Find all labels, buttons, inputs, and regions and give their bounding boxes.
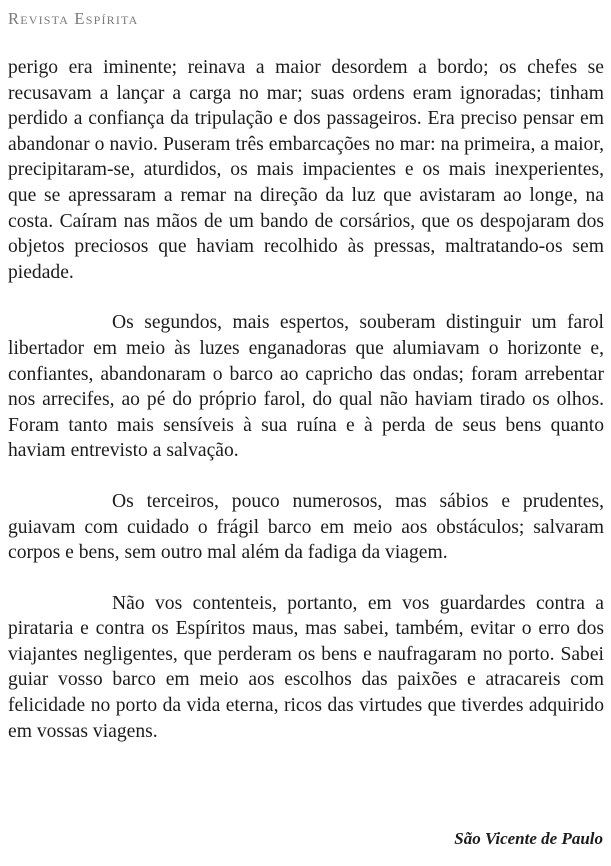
page-body	[8, 55, 604, 769]
paragraph-terceiros: Os terceiros, pouco numerosos, mas sábios e prudentes, guiavam com cuidado o frágil barco em meio aos obstáculos; salvaram corpos e bens, sem outro mal além da fadiga da viagem.	[8, 490, 604, 564]
paragraph-conclusao: Não vos contenteis, portanto, em vos guardardes contra a pirataria e contra os Espíritos maus, mas sabei, também, evitar o erro dos viajantes negligentes, que perderam os bens e naufragaram no porto. Sabei guiar vosso barco em meio aos escolhos das paixões e atracareis com felicidade no porto da vida eterna, ricos das virtudes que tiverdes adquirido em vossas viagens.	[8, 592, 604, 742]
running-header: Revista Espírita	[8, 9, 139, 28]
paragraph-segundos: Os segundos, mais espertos, souberam distinguir um farol libertador em meio às luzes enganadoras que alumiavam o horizonte e, confiantes, abandonaram o barco ao capricho das ondas; foram arrebentar nos arrecifes, ao pé do próprio farol, do qual não haviam tirado os olhos. Foram tanto mais sensíveis à sua ruína e à perda de seus bens quanto haviam entrevisto a salvação.	[8, 312, 604, 462]
author-signature: São Vicente de Paulo	[454, 829, 603, 848]
paragraph-continuation: perigo era iminente; reinava a maior desordem a bordo; os chefes se recusavam a lançar a carga no mar; suas ordens eram ignoradas; tinham perdido a confiança da tripulação e dos passageiros. Era preciso pensar em abandonar o navio. Puseram três embarcações no mar: na primeira, a maior, precipitaram-se, aturdidos, os mais impacientes e os mais inexperientes, que se apressaram a remar na direção da luz que avistaram ao longe, na costa. Caíram nas mãos de um bando de corsários, que os despojaram dos objetos preciosos que haviam recolhido às pressas, maltratando-os sem piedade.	[8, 57, 604, 283]
